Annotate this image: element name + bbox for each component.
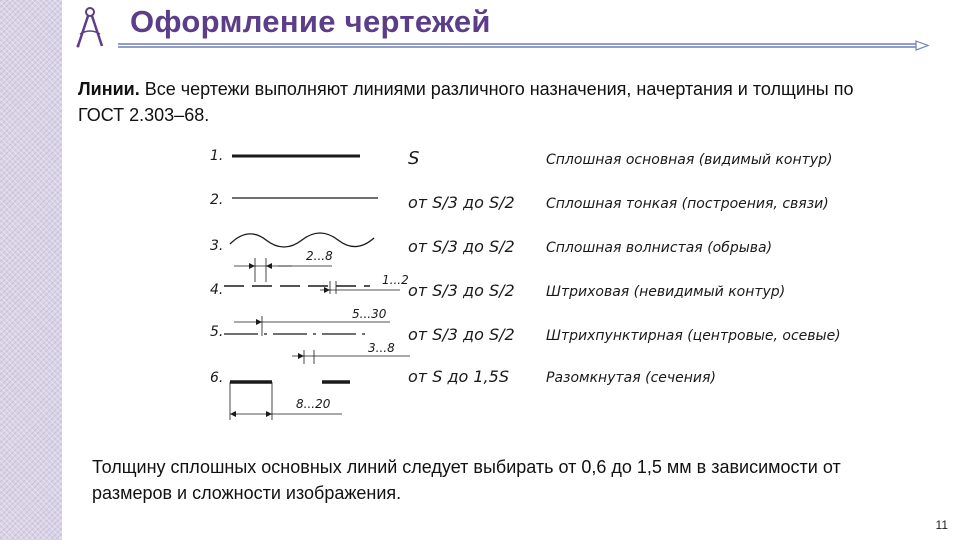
thickness-4: от S/3 до S/2: [408, 281, 515, 300]
line-name-3: Сплошная волнистая (обрыва): [546, 240, 773, 256]
compass-icon: [70, 6, 110, 50]
intro-bold-label: Линии.: [78, 79, 140, 99]
line-name-1: Сплошная основная (видимый контур): [546, 152, 833, 168]
row-num-1: 1.: [210, 148, 224, 164]
line-name-2: Сплошная тонкая (построения, связи): [546, 196, 829, 212]
row-num-2: 2.: [210, 192, 224, 208]
dim-dash-gap: 1...2: [382, 273, 409, 287]
line-types-drawing: [200, 138, 841, 428]
line-name-5: Штрихпунктирная (центровые, осевые): [546, 328, 841, 344]
intro-text: Все чертежи выполняют линиями различного назначения, начертания и толщины по ГОСТ 2.303–68.: [78, 79, 854, 125]
line-name-4: Штриховая (невидимый контур): [546, 284, 786, 300]
thickness-2: от S/3 до S/2: [408, 193, 515, 212]
row-num-5: 5.: [210, 324, 224, 340]
thickness-1: S: [408, 148, 420, 169]
row-num-3: 3.: [210, 238, 224, 254]
row-num-6: 6.: [210, 370, 224, 386]
thickness-5: от S/3 до S/2: [408, 325, 515, 344]
slide-title: Оформление чертежей: [130, 4, 491, 39]
thickness-3: от S/3 до S/2: [408, 237, 515, 256]
dim-dashdot-gap: 3...8: [368, 341, 395, 355]
page-number: 11: [935, 518, 948, 532]
intro-paragraph: [78, 76, 858, 128]
thickness-6: от S до 1,5S: [408, 367, 509, 386]
line-name-6: Разомкнутая (сечения): [546, 370, 716, 386]
title-underline-arrow: [118, 40, 930, 52]
dim-open: 8...20: [296, 397, 331, 411]
row-num-4: 4.: [210, 282, 224, 298]
dim-dashdot-stroke: 5...30: [352, 307, 387, 321]
sample-line-wavy: [230, 233, 374, 247]
decorative-sidebar: [0, 0, 62, 540]
dim-wave: 2...8: [306, 249, 333, 263]
footer-paragraph: Толщину сплошных основных линий следует выбирать от 0,6 до 1,5 мм в зависимости от размеров и сложности изображения.: [92, 457, 841, 503]
